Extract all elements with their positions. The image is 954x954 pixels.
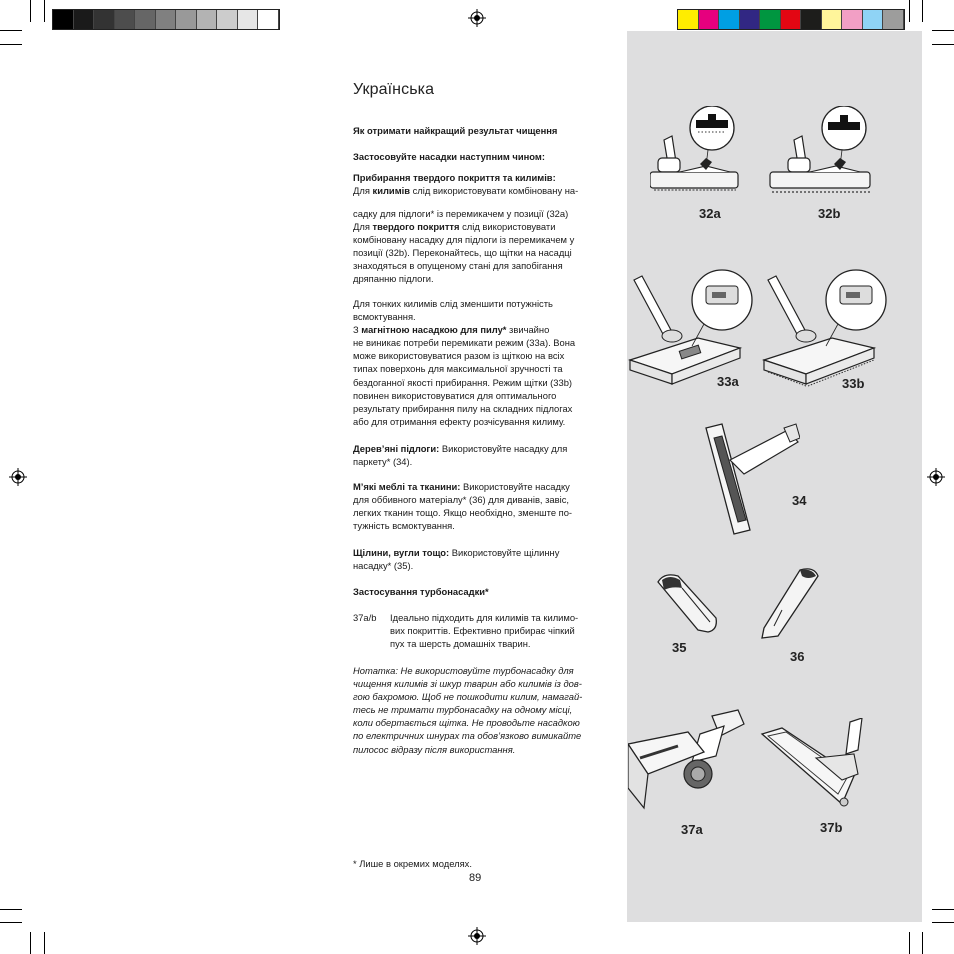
section-title: Як отримати найкращий результат чищення — [353, 125, 558, 136]
color-swatch — [258, 10, 279, 29]
color-swatch — [217, 10, 238, 29]
crop-mark — [0, 30, 22, 31]
figure-label-36: 36 — [790, 649, 805, 664]
text-line: може використовуватися разом із щіткою на всіх — [353, 350, 565, 362]
crevice-paragraph — [353, 546, 603, 572]
turbo-note — [353, 664, 603, 756]
crop-mark — [44, 0, 45, 22]
crop-mark — [30, 0, 31, 22]
text-line: З магнітною насадкою для пилу* звичайно — [353, 324, 550, 336]
color-swatch — [74, 10, 95, 29]
text-line: знаходяться в опущеному стані для запобігання — [353, 260, 563, 272]
text-line: Щілини, вугли тощо: Використовуйте щілинну — [353, 547, 560, 558]
color-swatch — [678, 10, 699, 29]
text-line: позиції (32b). Переконайтесь, що щітки на насадці — [353, 247, 572, 259]
crop-mark — [932, 909, 954, 910]
registration-mark-icon — [468, 9, 486, 27]
magnetic-nozzle-normal-illustration — [628, 262, 756, 390]
text-line: пилосос відразу після використання. — [353, 743, 516, 755]
figure-label-34: 34 — [792, 493, 807, 508]
registration-mark-icon — [9, 468, 27, 486]
figure-label-32a: 32a — [699, 206, 721, 221]
text-line: тесь не тримати турбонасадку на одному місці, — [353, 704, 573, 716]
language-heading: Українська — [353, 81, 435, 98]
color-swatch — [135, 10, 156, 29]
color-swatch — [760, 10, 781, 29]
crop-mark — [0, 922, 22, 923]
crop-mark — [44, 932, 45, 954]
text-line: Для тонких килимів слід зменшити потужність — [353, 298, 553, 309]
hard-floor-paragraph-cont — [353, 207, 603, 286]
crop-mark — [0, 909, 22, 910]
color-swatch — [115, 10, 136, 29]
text-line: М’які меблі та тканини: Використовуйте насадку — [353, 481, 570, 492]
text-line: Нотатка: Не використовуйте турбонасадку для — [353, 665, 574, 676]
hard-floor-heading: Прибирання твердого покриття та килимів: — [353, 172, 556, 183]
text-line: садку для підлоги* із перемикачем у позиції (32a) — [353, 208, 569, 219]
color-swatch — [883, 10, 904, 29]
crop-mark — [909, 0, 910, 22]
figure-label-33a: 33a — [717, 374, 739, 389]
color-swatch — [822, 10, 843, 29]
text-line: паркету* (34). — [353, 456, 413, 468]
color-swatch — [719, 10, 740, 29]
hard-floor-paragraph — [353, 171, 603, 197]
crop-mark — [922, 0, 923, 22]
thin-carpet-paragraph — [353, 297, 603, 428]
text-line: дряпанню підлоги. — [353, 273, 434, 285]
figure-label-37a: 37a — [681, 822, 703, 837]
text-line: Для твердого покриття слід використовувати — [353, 221, 556, 233]
gray-color-bar — [52, 9, 280, 30]
figure-label-37b: 37b — [820, 820, 843, 835]
text-line: пух та шерсть домашніх тварин. — [390, 638, 531, 650]
turbo-heading: Застосування турбонасадки* — [353, 586, 489, 597]
color-swatch — [238, 10, 259, 29]
text-line: 37a/b Ідеально підходить для килимів та килимо- — [353, 612, 579, 623]
text-line: всмоктування. — [353, 311, 416, 323]
figure-label-33b: 33b — [842, 376, 865, 391]
registration-mark-icon — [927, 468, 945, 486]
turbo-nozzle-front-illustration — [758, 718, 878, 810]
color-swatch — [842, 10, 863, 29]
registration-mark-icon — [468, 927, 486, 945]
color-swatch — [801, 10, 822, 29]
text-line: бездоганної якості прибирання. Режим щітки (33b) — [353, 376, 573, 388]
upholstery-nozzle-illustration — [756, 566, 826, 642]
page-number: 89 — [469, 872, 482, 884]
crop-mark — [932, 922, 954, 923]
turbo-nozzle-back-illustration — [628, 708, 748, 812]
text-line: результату прибирання пилу на складних підлогах — [353, 402, 573, 414]
text-line: вих покриттів. Ефективно прибирає чіпкий — [390, 625, 575, 637]
color-swatch — [740, 10, 761, 29]
text-line: Дерев’яні підлоги: Використовуйте насадку для — [353, 443, 568, 454]
wood-floor-paragraph — [353, 442, 603, 468]
text-line: повинен використовуватися для оптимального — [353, 389, 557, 401]
color-swatch — [781, 10, 802, 29]
nozzles-intro: Застосовуйте насадки наступним чином: — [353, 151, 545, 162]
text-line: типах поверхонь для максимальної зручності та — [353, 363, 563, 375]
figure-label-35: 35 — [672, 640, 687, 655]
magnetic-nozzle-brush-illustration — [762, 262, 890, 390]
color-swatch — [156, 10, 177, 29]
crop-mark — [922, 932, 923, 954]
process-color-bar — [677, 9, 905, 30]
crop-mark — [932, 30, 954, 31]
nozzle-carpet-mode-illustration — [650, 106, 740, 202]
text-line: по електричних шнурах та обов’язково вимикайте — [353, 730, 582, 742]
color-swatch — [863, 10, 884, 29]
text-line: коли обертається щітка. Не проводьте насадкою — [353, 717, 580, 729]
upholstery-paragraph — [353, 480, 603, 532]
text-line: Для килимів слід використовувати комбіновану на- — [353, 185, 579, 197]
crop-mark — [909, 932, 910, 954]
color-swatch — [94, 10, 115, 29]
text-line: насадку* (35). — [353, 560, 414, 572]
text-line: чищення килимів зі шкур тварин або килимів із дов- — [353, 678, 582, 690]
color-swatch — [699, 10, 720, 29]
color-swatch — [53, 10, 74, 29]
text-line: не виникає потреби перемикати режим (33a). Вона — [353, 337, 576, 349]
color-swatch — [176, 10, 197, 29]
text-line: або для отримання ефекту розчісування килиму. — [353, 415, 566, 427]
color-swatch — [197, 10, 218, 29]
footnote: * Лише в окремих моделях. — [353, 858, 472, 869]
text-line: гою бахромою. Щоб не пошкодити килим, намагай- — [353, 691, 583, 703]
text-line: легких тканин тощо. Якщо необхідно, зменште по- — [353, 507, 573, 519]
nozzle-hard-floor-mode-illustration — [768, 106, 880, 202]
parquet-nozzle-illustration — [700, 420, 800, 538]
text-line: тужність всмоктування. — [353, 520, 455, 532]
turbo-paragraph — [353, 611, 603, 650]
text-line: комбіновану насадку для підлоги із перемикачем у — [353, 234, 575, 246]
crop-mark — [932, 44, 954, 45]
figure-label-32b: 32b — [818, 206, 841, 221]
crop-mark — [30, 932, 31, 954]
crevice-nozzle-illustration — [654, 570, 724, 636]
crop-mark — [0, 44, 22, 45]
text-line: для оббивного матеріалу* (36) для диванів, завіс, — [353, 494, 570, 506]
